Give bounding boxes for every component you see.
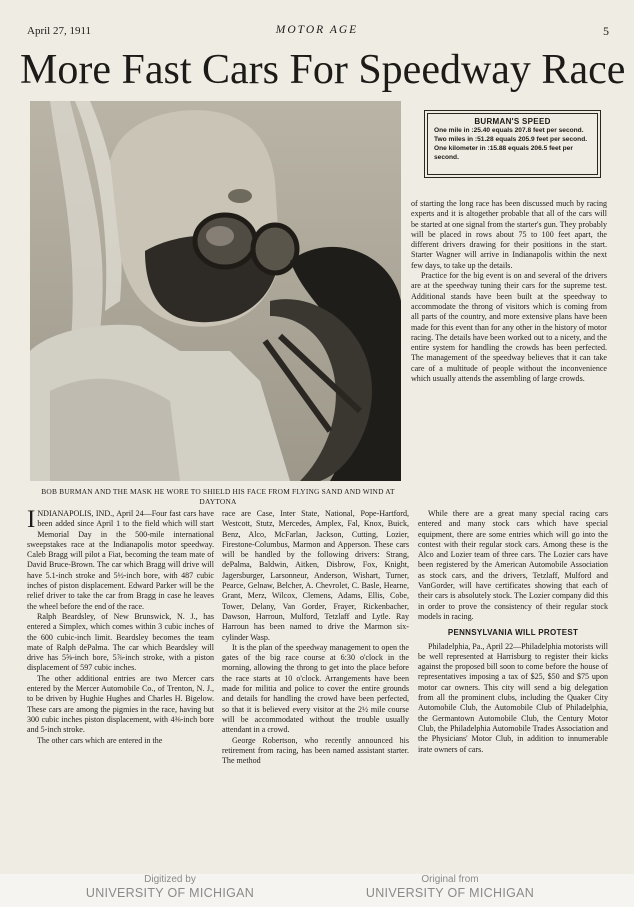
paragraph: The other additional entries are two Mercer cars entered by the Mercer Automobile Co., of Trenton, N. J., to be driven by Hughie Hughes and Charles H. Bigelow. These cars are among the pigmies in the race, having but 300 cubic inches piston displacement, with 4⅜-inch bore and 5-inch stroke.	[27, 673, 214, 735]
speed-line: Two miles in :51.28 equals 205.9 feet per second.	[434, 136, 588, 144]
paragraph: George Robertson, who recently announced his retirement from racing, has been named assistant starter. The method	[222, 735, 409, 766]
paragraph: It is the plan of the speedway management to open the gates of the big race course at 6:30 o'clock in the morning, allowing the throng to get into the place before the race starts at 10 o'clock. Arrangements have been made for militia and police to cover the entire grounds and details for handling the crowd have been perfected, so that it is believed every visitor at the 2½ mile course will be accommodated without the trouble usually attendant in a crowd.	[222, 642, 409, 735]
article-headline: More Fast Cars For Speedway Race	[20, 47, 626, 93]
driver-photo	[30, 101, 401, 481]
photo-caption: BOB BURMAN AND THE MASK HE WORE TO SHIELD HIS FACE FROM FLYING SAND AND WIND AT DAYTONA	[41, 487, 395, 506]
digitized-by-institution: UNIVERSITY OF MICHIGAN	[85, 886, 255, 900]
driver-photo-illustration	[30, 101, 401, 481]
speed-box	[424, 110, 601, 178]
paragraph: of starting the long race has been discussed much by racing experts and it is altogether probable that all of the cars will be started at one signal from the starter's gun. They probably will be placed in rows about 75 to 100 feet apart, the different drivers drawing for their positions in the start. Starter Wagner will arrive in Indianapolis within the next few days, to take up the details.	[411, 199, 607, 270]
paragraph: race are Case, Inter State, National, Pope-Hartford, Westcott, Stutz, Mercedes, Amplex, Fal, Knox, Buick, Benz, Alco, McFarlan, Jackson, Cutting, Lozier, Firestone-Columbus, Marmon and Apperson. These cars will be handled by the following drivers: Strang, dePalma, Baldwin, Aitken, Disbrow, Fox, Knight, Jagersburger, Larsonneur, Anderson, Wishart, Turner, Pearce, Gelnaw, Belcher, A. Chevrolet, C. Basle, Hearne, Grant, Merz, Wilcox, Clemens, Adams, Ellis, Cobe, Tower, Delany, Van Gorder, Frayer, Rickenbacher, Dawson, Harroun, Mulford, Tetzlaff and Lytle. Ray Harroun has been named to drive the Marmon six-cylinder Wasp.	[222, 509, 409, 642]
issue-date: April 27, 1911	[27, 25, 92, 37]
speed-box-title: BURMAN'S SPEED	[474, 117, 551, 126]
original-from-institution: UNIVERSITY OF MICHIGAN	[365, 886, 535, 900]
page-number: 5	[603, 24, 609, 38]
paragraph: The other cars which are entered in the	[37, 735, 163, 745]
digitization-footer	[0, 874, 634, 907]
column-3-lower	[418, 509, 608, 755]
speed-box-inner	[427, 113, 598, 175]
paragraph: Ralph Beardsley, of New Brunswick, N. J., has entered a Simplex, which comes within 3 cubic inches of the 600 cubic-inch limit. Beardsley becomes the team mate of Ralph dePalma. The car which Beardsley will drive has 5⅝-inch bore, 5⅞-inch stroke, with a piston displacement of 597 cubic inches.	[27, 611, 214, 673]
speed-line: One kilometer in :15.88 equals 206.5 feet per second.	[434, 145, 573, 161]
paragraph: While there are a great many special racing cars entered and many stock cars which have special equipment, there are some entries which will go into the contest with their regular stock cars. Among these is the Alco and Lozier team of three cars. The Lozier cars have been registered by the American Automobile Association as stock cars, and the drivers, Tetzlaff, Mulford and VanGorder, will have certificates showing that each of their cars is absolutely stock. The Lozier company did this in order to prove the consistency of their regular stock models in racing.	[418, 509, 608, 621]
speed-line: One mile in :25.40 equals 207.8 feet per second.	[434, 127, 584, 134]
original-from	[360, 874, 540, 900]
digitized-by	[80, 874, 260, 900]
drop-cap: I	[27, 506, 36, 533]
magazine-title: MOTOR AGE	[275, 24, 359, 36]
digitized-by-label: Digitized by	[144, 874, 196, 885]
column-3-upper	[411, 199, 607, 384]
original-from-label: Original from	[421, 874, 479, 885]
paragraph: Practice for the big event is on and several of the drivers are at the speedway tuning their cars for the supreme test. Additional stands have been built at the speedway to accommodate the throng of visitors which is coming from all parts of the country, and more extensive plans have been made for this event than for any other in the history of motor racing. The details have been worked out to a nicety, and the entire system for handling the crowds has been perfected. The management of the speedway believes that it can take care of a multitude of people without the inconvenience which usually attends the assembling of large crowds.	[411, 271, 607, 384]
paragraph	[27, 506, 214, 612]
column-2	[222, 509, 409, 766]
paragraph: Philadelphia, Pa., April 22—Philadelphia motorists will be well represented at Harrisburg to register their kicks against the proposed bill soon to come before the house of representatives imposing a tax of $25, $50 and $75 upon motor car owners. This city will send a big delegation from all the prominent clubs, including the Quaker City Automobile Club, the Automobile Club of Philadelphia, the Germantown Automobile Club, the Century Motor Club, the Philadelphia Automobile Trades Association and the Physicians' Motor Club, in addition to innumerable irate owners of cars.	[418, 641, 608, 754]
column-1	[27, 506, 214, 746]
lead-paragraph: NDIANAPOLIS, IND., April 24—Four fast cars have been added since April 1 to the field which will start Memorial Day in the 500-mile international sweepstakes race at the Indianapolis motor speedway. Caleb Bragg will pilot a Fiat, becoming the team mate of David Bruce-Brown. The car which Bragg will drive will have 5.1-inch stroke and 5½-inch bore, with 487 cubic inches of piston displacement. Edward Parker will be the relief driver to take the car from Bragg in case he leaves the wheel before the end of the race.	[27, 509, 214, 611]
section-subhead: PENNSYLVANIA WILL PROTEST	[447, 628, 579, 638]
